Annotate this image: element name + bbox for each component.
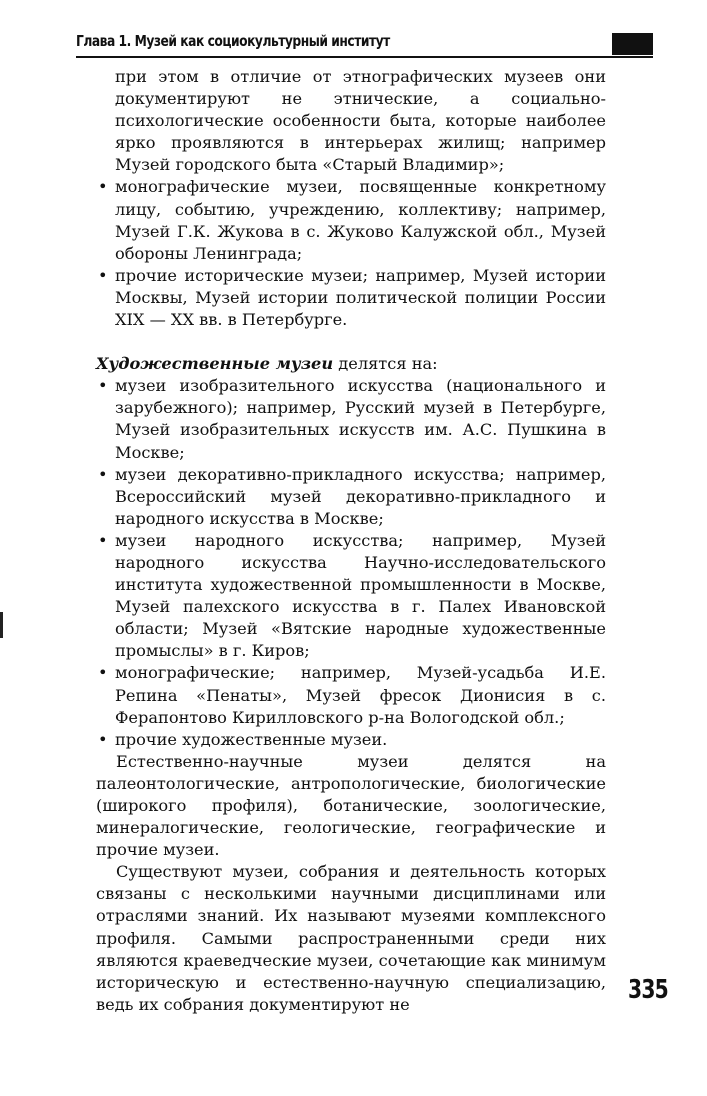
list-item: • музеи изобразительного искусства (национального и зарубежного); например, Русский музей в Петербурге, Музей изобразительных искусств им. А.С. Пушкина в Москве; [96,375,606,463]
art-museums-intro [96,353,606,375]
running-header [76,32,653,56]
complex-profile-paragraph: Существуют музеи, собрания и деятельность которых связаны с несколькими научными дисциплинами или отраслями знаний. Их называют музеями комплексного профиля. Самыми распространенными среди них являются краеведческие музеи, сочетающие как минимум историческую и естественно-научную специализацию, ведь их собрания документируют не [96,862,606,1014]
history-museum-list [96,176,606,331]
list-item: • прочие исторические музеи; например, Музей истории Москвы, Музей истории политической полиции России XIX — XX вв. в Петербурге. [96,265,606,331]
natural-science-paragraph: Естественно-научные музеи делятся на палеонтологические, антропологические, биологические (широкого профиля), ботанические, зоологические, минералогические, геологические, географические и прочие музеи. [96,751,606,860]
list-item: • прочие художественные музеи. [96,729,606,751]
art-museum-list [96,375,606,751]
paragraph-gap [96,331,606,353]
page-body [96,66,606,1016]
list-item: • музеи народного искусства; например, Музей народного искусства Научно-исследовательского института художественной промышленности в Москве, Музей палехского искусства в г. Палех Ивановской области; Музей «Вятские народные художественные промыслы» в г. Киров; [96,530,606,663]
list-item: • монографические музеи, посвященные конкретному лицу, событию, учреждению, коллективу; например, Музей Г.К. Жукова в с. Жуково Калужской обл., Музей обороны Ленинграда; [96,176,606,264]
list-item: • музеи декоративно-прикладного искусства; например, Всероссийский музей декоративно-прикладного и народного искусства в Москве; [96,464,606,530]
list-item: • монографические; например, Музей-усадьба И.Е. Репина «Пенаты», Музей фресок Дионисия в с. Ферапонтово Кирилловского р-на Вологодской обл.; [96,662,606,728]
chapter-title: Глава 1. Музей как социокультурный институт [76,32,390,50]
list-item-continuation: при этом в отличие от этнографических музеев они документируют не этнические, а социально-психологические особенности быта, которые наиболее ярко проявляются в интерьерах жилищ; например Музей городского быта «Старый Владимир»; [115,67,606,175]
page-number: 335 [628,975,668,1005]
header-rule [76,56,653,58]
header-black-block [612,33,653,55]
art-museums-heading-rest: делятся на: [333,354,438,374]
art-museums-heading: Художественные музеи [96,354,334,374]
scan-edge-mark [0,612,3,638]
